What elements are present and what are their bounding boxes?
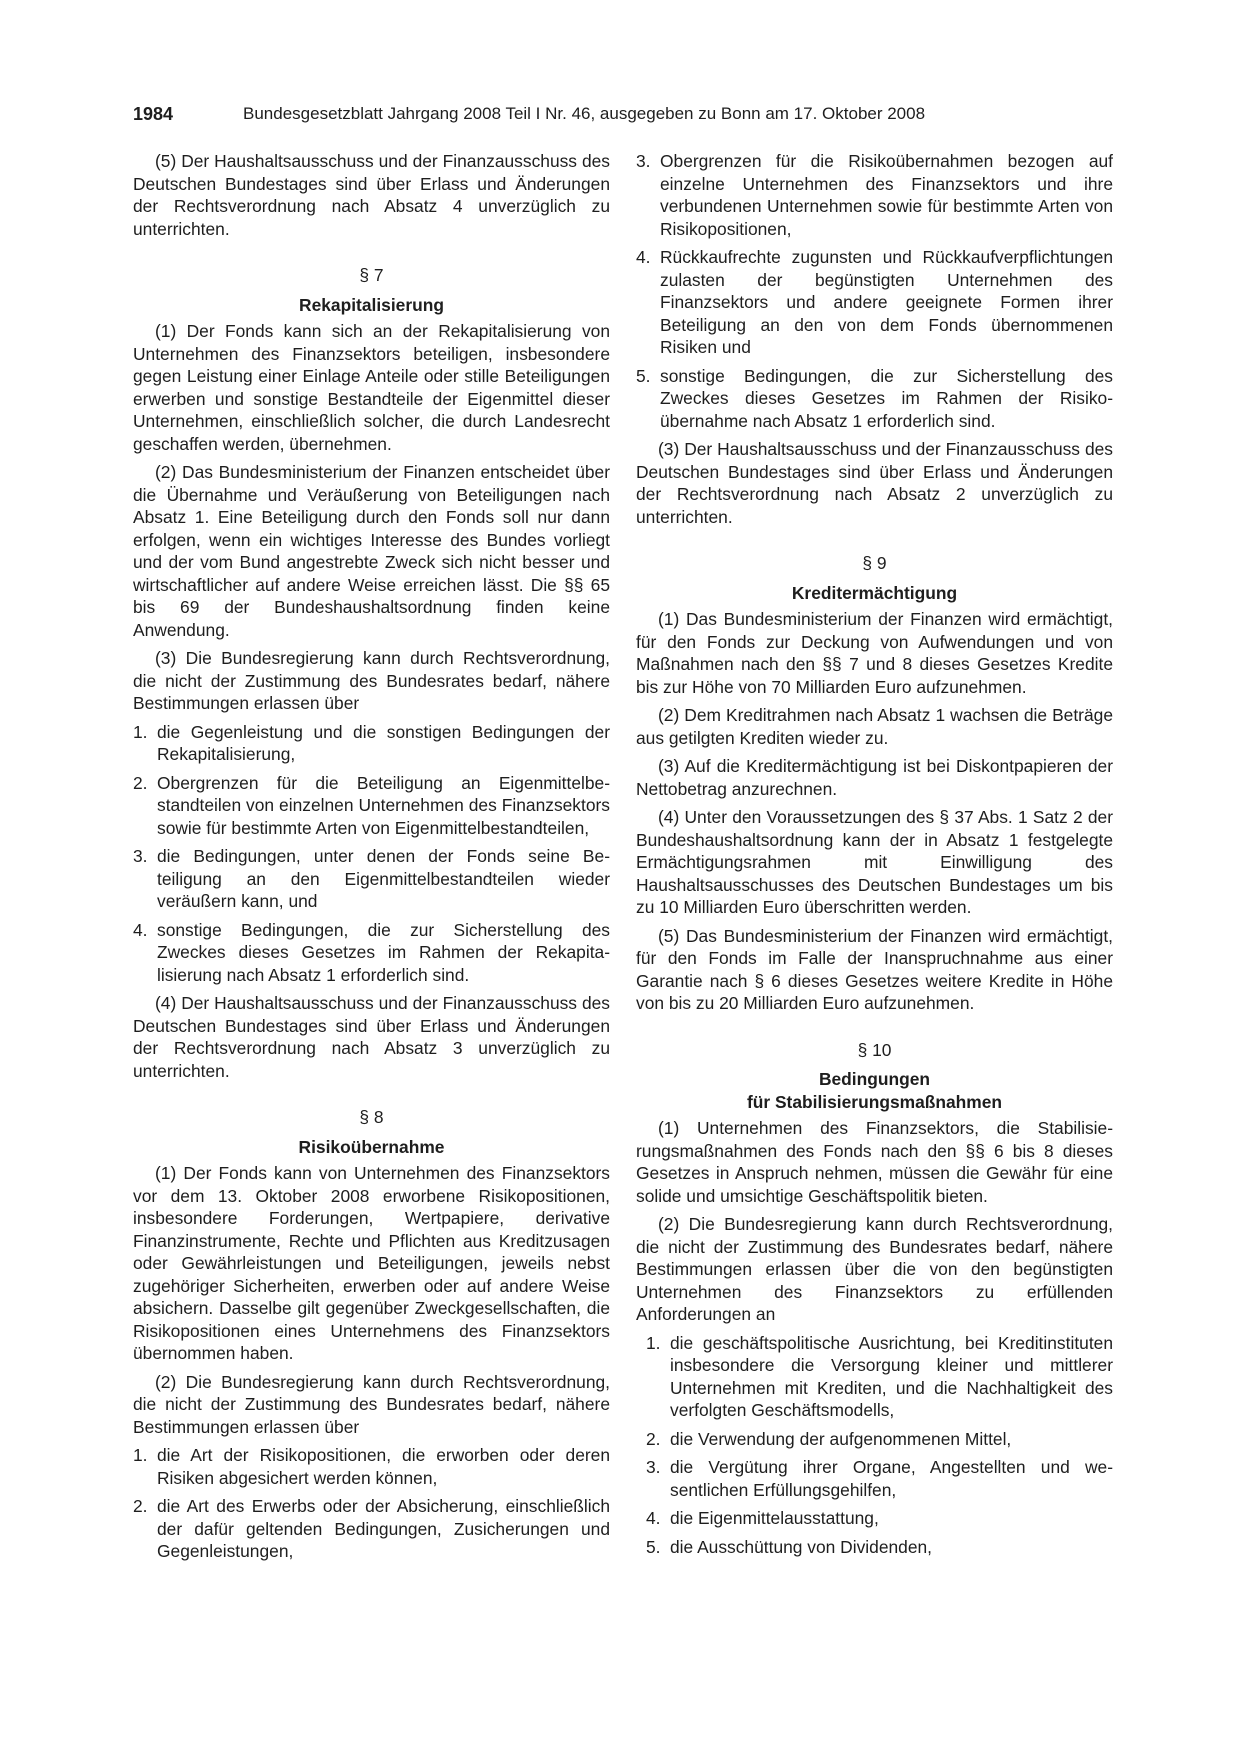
list-item-text: die Eigenmittelausstattung, xyxy=(670,1508,879,1528)
section-title-7: Rekapitalisierung xyxy=(299,294,444,315)
right-column xyxy=(636,150,1113,1564)
section-number-9: § 9 xyxy=(862,553,887,573)
list-item-number: 4. xyxy=(646,1508,661,1528)
list-item-text: Obergrenzen für die Risikoübernahmen bezogen auf einzelne Unternehmen des Finanzsektors und ihre verbundenen Unternehmen sowie für bestimmte Arten von Risikopositionen, xyxy=(660,151,1113,239)
list-item-text: die geschäftspolitische Ausrichtung, bei Kreditinstituten insbesondere die Versorgung kleiner und mittlerer Unternehmen mit Krediten, und die Nachhaltigkeit des verfolgten Geschäftsmodells, xyxy=(670,1332,1113,1420)
list-item xyxy=(133,721,610,766)
list-item-text: die Vergütung ihrer Organe, Angestellten und wesentlichen Erfüllungsgehilfen, xyxy=(670,1457,1113,1500)
list-item-number: 4. xyxy=(636,247,651,267)
paragraph-s10-2: (2) Die Bundesregierung kann durch Rechtsverordnung, die nicht der Zustimmung des Bundesrates bedarf, nähere Bestimmungen erlassen über die von den begünstigten Unternehmen des Finanzsektors zu erfüllenden Anforderungen an xyxy=(636,1214,1113,1324)
list-item-number: 3. xyxy=(636,151,651,171)
section-title-10-line1: Bedingungen xyxy=(818,1069,931,1089)
page-header xyxy=(133,101,1113,129)
paragraph-s9-3: (3) Auf die Kreditermächtigung ist bei Diskontpapieren der Nettobetrag anzurechnen. xyxy=(636,756,1113,799)
list-item xyxy=(636,365,1113,433)
list-item xyxy=(133,845,610,913)
section-title-10-line2: für Stabilisierungsmaßnahmen xyxy=(746,1091,1003,1112)
paragraph-s9-5: (5) Das Bundesministerium der Finanzen wird ermächtigt, für den Fonds im Falle der Inanspruchnahme aus einer Garantie nach § 6 dieses Gesetzes weitere Kredite in Höhe von bis zu 20 Milliarden Euro aufzunehmen. xyxy=(636,925,1113,1013)
list-item-number: 5. xyxy=(636,365,651,386)
list-item xyxy=(133,1444,610,1489)
paragraph-s7-1: (1) Der Fonds kann sich an der Rekapitalisierung von Unternehmen des Finanzsektors beteiligen, insbesondere gegen Leistung einer Einlage Anteile oder stille Beteiligungen erwerben und sonstige Bestandteile der Eigenmittel dieser Unternehmen, einschließlich solcher, die durch Landesrecht geschaffen werden, übernehmen. xyxy=(133,321,610,454)
list-item xyxy=(636,1428,1113,1451)
section-title-9: Kreditermächtigung xyxy=(791,582,958,603)
list-item-text: die Art der Risikopositionen, die erworben oder deren Risiken abgesichert werden können, xyxy=(157,1445,610,1488)
section-number-10: § 10 xyxy=(857,1039,892,1060)
section-number-8: § 8 xyxy=(359,1107,384,1127)
list-item xyxy=(133,919,610,987)
page-number: 1984 xyxy=(133,104,174,124)
list-item xyxy=(133,1495,610,1563)
paragraph-s7-3: (3) Die Bundesregierung kann durch Rechtsverordnung, die nicht der Zustimmung des Bundesrates bedarf, nähere Bestimmungen erlassen über xyxy=(133,648,610,713)
list-item xyxy=(636,1507,1113,1530)
list-item-number: 2. xyxy=(133,1496,148,1516)
list-item-text: die Ausschüttung von Dividenden, xyxy=(670,1536,933,1557)
list-item-number: 3. xyxy=(646,1457,661,1477)
list-item-number: 1. xyxy=(646,1332,661,1353)
list-item-number: 3. xyxy=(133,846,148,866)
list-item xyxy=(636,246,1113,359)
section-number-7: § 7 xyxy=(359,265,384,285)
list-item-number: 2. xyxy=(133,772,148,793)
list-item xyxy=(636,1536,1113,1559)
list-item xyxy=(636,1456,1113,1501)
paragraph-s8-1: (1) Der Fonds kann von Unternehmen des Finanzsektors vor dem 13. Oktober 2008 erworbene Risikopositionen, insbesondere Forderungen, Wertpapiere, derivative Finanzinstrumente, Rechte und Pflichten aus Kreditzusagen oder Gewährleistungen und Beteiligungen, jeweils nebst zugehöriger Sicherheiten, erwerben oder auf andere Weise absichern. Dasselbe gilt gegenüber Zweckgesellschaften, die Risikopositionen eines Unternehmens des Finanzsektors übernommen haben. xyxy=(133,1163,610,1363)
paragraph-s8-3: (3) Der Haushaltsausschuss und der Finanzausschuss des Deutschen Bundestages sind über Erlass und Änderungen der Rechtsverordnung nach Absatz 2 unverzüglich zu unterrichten. xyxy=(636,439,1113,527)
paragraph-s9-4: (4) Unter den Voraussetzungen des § 37 Abs. 1 Satz 2 der Bundeshaushaltsordnung kann der in Absatz 1 festgelegte Ermächtigungsrahmen mit Einwilligung des Haushaltsausschusses des Deutschen Bundestages um bis zu 10 Milliarden Euro überschritten werden. xyxy=(636,807,1113,917)
list-item-number: 4. xyxy=(133,919,148,940)
list-item xyxy=(133,772,610,840)
list-item-text: die Verwendung der aufgenommenen Mittel, xyxy=(670,1428,1012,1449)
left-column xyxy=(133,150,610,1569)
list-item-text: die Art des Erwerbs oder der Absicherung, einschließlich der dafür geltenden Bedingungen, Zusicherungen und Gegenleistungen, xyxy=(157,1496,610,1561)
paragraph-s9-1: (1) Das Bundesministerium der Finanzen wird ermächtigt, für den Fonds zur Deckung von Aufwendungen und von Maßnahmen nach den §§ 7 und 8 dieses Gesetzes Kredite bis zur Höhe von 70 Milliarden Euro aufzunehmen. xyxy=(636,609,1113,697)
list-s8-2 xyxy=(133,1444,610,1563)
list-item xyxy=(636,1332,1113,1422)
list-item-number: 5. xyxy=(646,1536,661,1557)
list-item-number: 1. xyxy=(133,1445,148,1465)
paragraph-s7-2: (2) Das Bundesministerium der Finanzen entscheidet über die Übernahme und Veräußerung von Beteiligungen nach Absatz 1. Eine Beteiligung durch den Fonds soll nur dann erfolgen, wenn ein wichtiges Interesse des Bundes vorliegt und der vom Bund angestrebte Zweck sich nicht besser und wirtschaftlicher auf andere Weise erreichen lässt. Die §§ 65 bis 69 der Bundeshaushaltsordnung finden keine Anwendung. xyxy=(133,462,610,640)
list-item-number: 2. xyxy=(646,1428,661,1449)
list-s10-2 xyxy=(636,1332,1113,1559)
running-title: Bundesgesetzblatt Jahrgang 2008 Teil I Nr. 46, ausgegeben zu Bonn am 17. Oktober 2008 xyxy=(243,104,926,123)
paragraph-s7-4: (4) Der Haushaltsausschuss und der Finanzausschuss des Deutschen Bundestages sind über Erlass und Änderungen der Rechtsverordnung nach Absatz 3 unverzüglich zu unterrichten. xyxy=(133,993,610,1081)
paragraph-s9-2: (2) Dem Kreditrahmen nach Absatz 1 wachsen die Beträge aus getilgten Krediten wieder zu. xyxy=(636,705,1113,748)
list-s8-2-continued xyxy=(636,150,1113,432)
list-item-text: sonstige Bedingungen, die zur Sicherstellung des Zweckes dieses Gesetzes im Rahmen der Rekapitalisierung nach Absatz 1 erforderlich sind. xyxy=(157,919,610,985)
list-s7-3 xyxy=(133,721,610,987)
list-item-text: sonstige Bedingungen, die zur Sicherstellung des Zweckes dieses Gesetzes im Rahmen der Risikoübernahme nach Absatz 1 erforderlich sind. xyxy=(660,365,1113,431)
paragraph-s8-2: (2) Die Bundesregierung kann durch Rechtsverordnung, die nicht der Zustimmung des Bundesrates bedarf, nähere Bestimmungen erlassen über xyxy=(133,1371,610,1437)
list-item-text: Rückkaufrechte zugunsten und Rückkaufverpflichtungen zulasten der begünstigten Unternehmen des Finanzsektors und andere geeignete Formen ihrer Beteiligung an den von dem Fonds übernommenen Risiken und xyxy=(660,247,1113,357)
list-item-text: Obergrenzen für die Beteiligung an Eigenmittelbestandteilen von einzelnen Unternehmen des Finanzsektors sowie für bestimmte Arten von Eigenmittelbestandteilen, xyxy=(157,772,610,838)
list-item-text: die Gegenleistung und die sonstigen Bedingungen der Rekapitalisierung, xyxy=(157,721,610,764)
list-item xyxy=(636,150,1113,240)
section-title-8: Risikoübernahme xyxy=(298,1136,445,1157)
list-item-number: 1. xyxy=(133,721,148,742)
list-item-text: die Bedingungen, unter denen der Fonds seine Beteiligung an den Eigenmittelbestandteilen wieder veräußern kann, und xyxy=(157,846,610,911)
paragraph-s10-1: (1) Unternehmen des Finanzsektors, die Stabilisierungsmaßnahmen des Fonds nach den §§ 6 bis 8 dieses Gesetzes in Anspruch nehmen, müssen die Gewähr für eine solide und umsichtige Geschäftspolitik bieten. xyxy=(636,1118,1113,1206)
paragraph-s6-5: (5) Der Haushaltsausschuss und der Finanzausschuss des Deutschen Bundestages sind über Erlass und Änderungen der Rechtsverordnung nach Absatz 4 unverzüglich zu unterrichten. xyxy=(133,151,610,239)
